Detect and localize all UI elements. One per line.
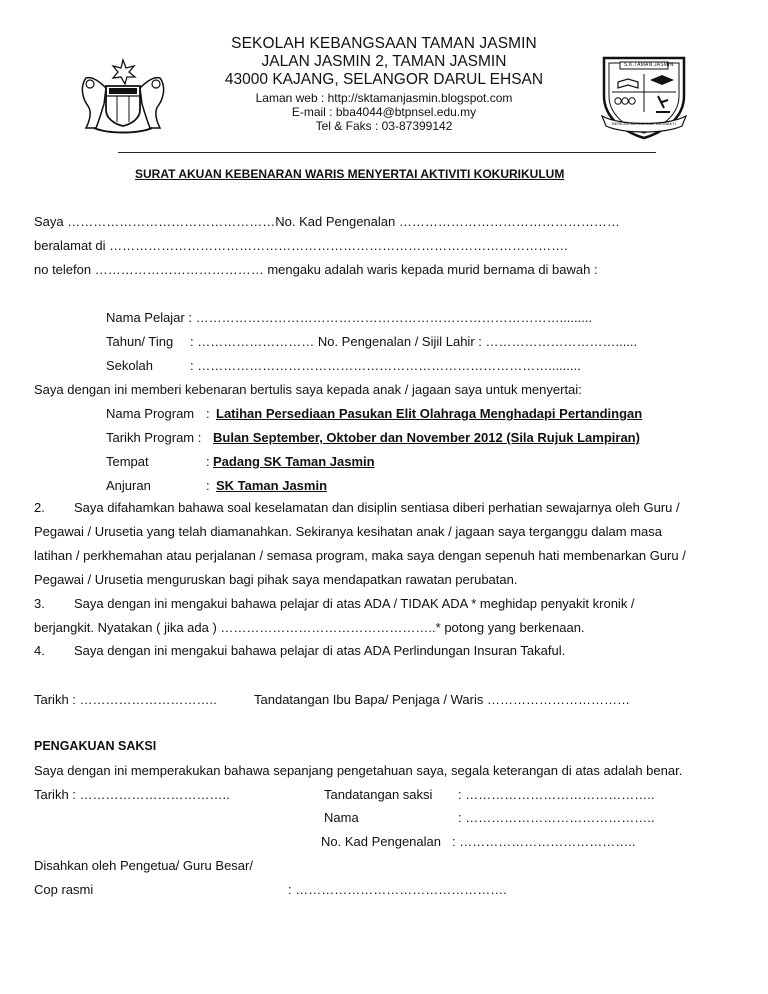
declaration-line-3: no telefon ………………………………… mengaku adalah waris kepada murid bernama di bawah : xyxy=(34,262,598,277)
address-line-2: 43000 KAJANG, SELANGOR DARUL EHSAN xyxy=(224,71,544,88)
student-name-field: Nama Pelajar : …………………………………………………………………………......... xyxy=(106,310,593,325)
crest-banner-text: S.K.TAMAN JASMIN xyxy=(624,62,674,68)
witness-ic-field: : ………………………………….. xyxy=(452,834,636,849)
email-text: E-mail : bba4044@btpnsel.edu.my xyxy=(291,105,477,119)
witness-signature-label: Tandatangan saksi xyxy=(324,787,433,802)
program-organizer-label: Anjuran xyxy=(106,478,151,493)
crest-ribbon-text: BERILMU BERAKHLAK BERBAKTI xyxy=(612,121,676,126)
witness-statement: Saya dengan ini memperakukan bahawa sepanjang pengetahuan saya, segala keterangan di atas adalah benar. xyxy=(34,763,683,778)
clause-4-number: 4. xyxy=(34,643,45,658)
clause-2-line-4: Pegawai / Urusetia menguruskan bagi pihak saya mendapatkan rawatan perubatan. xyxy=(34,572,518,587)
clause-2-number: 2. xyxy=(34,500,45,515)
witness-name-field: : …………………………………….. xyxy=(458,810,655,825)
official-stamp-label: Cop rasmi xyxy=(34,882,94,897)
document-title: SURAT AKUAN KEBENARAN WARIS MENYERTAI AKTIVITI KOKURIKULUM xyxy=(135,167,565,181)
declaration-line-2: beralamat di ……………………………………………………………………………………………. xyxy=(34,238,568,253)
witness-name-label: Nama xyxy=(324,810,359,825)
school-name: SEKOLAH KEBANGSAAN TAMAN JASMIN xyxy=(231,35,537,52)
signature-date-field: Tarikh : ………………………….. xyxy=(34,692,217,707)
guardian-signature-field: Tandatangan Ibu Bapa/ Penjaga / Waris …………………………… xyxy=(254,692,630,707)
program-venue-label: Tempat xyxy=(106,454,149,469)
clause-2-line-3: latihan / perkhemahan atau perjalanan / semasa program, maka saya dengan sepenuh hati membenarkan Guru / xyxy=(34,548,686,563)
official-stamp-field: : …………………………………………. xyxy=(288,882,507,897)
witness-heading: PENGAKUAN SAKSI xyxy=(34,739,157,753)
program-date-value: Bulan September, Oktober dan November 2012 (Sila Rujuk Lampiran) xyxy=(213,430,640,445)
verified-by-label: Disahkan oleh Pengetua/ Guru Besar/ xyxy=(34,858,253,873)
phone-text: Tel & Faks : 03-87399142 xyxy=(315,119,453,133)
website-text: Laman web : http://sktamanjasmin.blogspot.com xyxy=(255,91,513,105)
clause-2-line-1: Saya difahamkan bahawa soal keselamatan dan disiplin sentiasa diberi perhatian sewajarnya oleh Guru / xyxy=(74,500,680,515)
program-name-value: Latihan Persediaan Pasukan Elit Olahraga Menghadapi Pertandingan xyxy=(216,406,643,421)
program-venue-value: Padang SK Taman Jasmin xyxy=(213,454,375,469)
address-line-1: JALAN JASMIN 2, TAMAN JASMIN xyxy=(261,53,507,70)
student-year-field: : ……………………… No. Pengenalan / Sijil Lahir : …………………………...... xyxy=(190,334,638,349)
witness-ic-label: No. Kad Pengenalan xyxy=(321,834,441,849)
witness-signature-field: : …………………………………….. xyxy=(458,787,655,802)
student-year-label: Tahun/ Ting xyxy=(106,334,174,349)
clause-3-line-1: Saya dengan ini mengakui bahawa pelajar di atas ADA / TIDAK ADA * meghidap penyakit kronik / xyxy=(74,596,635,611)
clause-4-line-1: Saya dengan ini mengakui bahawa pelajar di atas ADA Perlindungan Insuran Takaful. xyxy=(74,643,566,658)
student-school-field: : ………………………………………………………………………......... xyxy=(190,358,581,373)
clause-3-number: 3. xyxy=(34,596,45,611)
declaration-line-1: Saya …………………………………………No. Kad Pengenalan …………………………………………… xyxy=(34,214,620,229)
clause-3-line-2: berjangkit. Nyatakan ( jika ada ) …………………………………………..* potong yang berkenaan. xyxy=(34,620,585,635)
header-divider xyxy=(118,152,656,153)
program-date-label: Tarikh Program : xyxy=(106,430,202,445)
permission-intro: Saya dengan ini memberi kebenaran bertulis saya kepada anak / jagaan saya untuk menyertai: xyxy=(34,382,582,397)
student-school-label: Sekolah xyxy=(106,358,153,373)
program-organizer-value: SK Taman Jasmin xyxy=(216,478,328,493)
program-name-label: Nama Program xyxy=(106,406,195,421)
witness-date-field: Tarikh : …………………………….. xyxy=(34,787,230,802)
clause-2-line-2: Pegawai / Urusetia yang telah diamanahkan. Sekiranya kesihatan anak / jagaan saya terganggu dalam masa xyxy=(34,524,663,539)
